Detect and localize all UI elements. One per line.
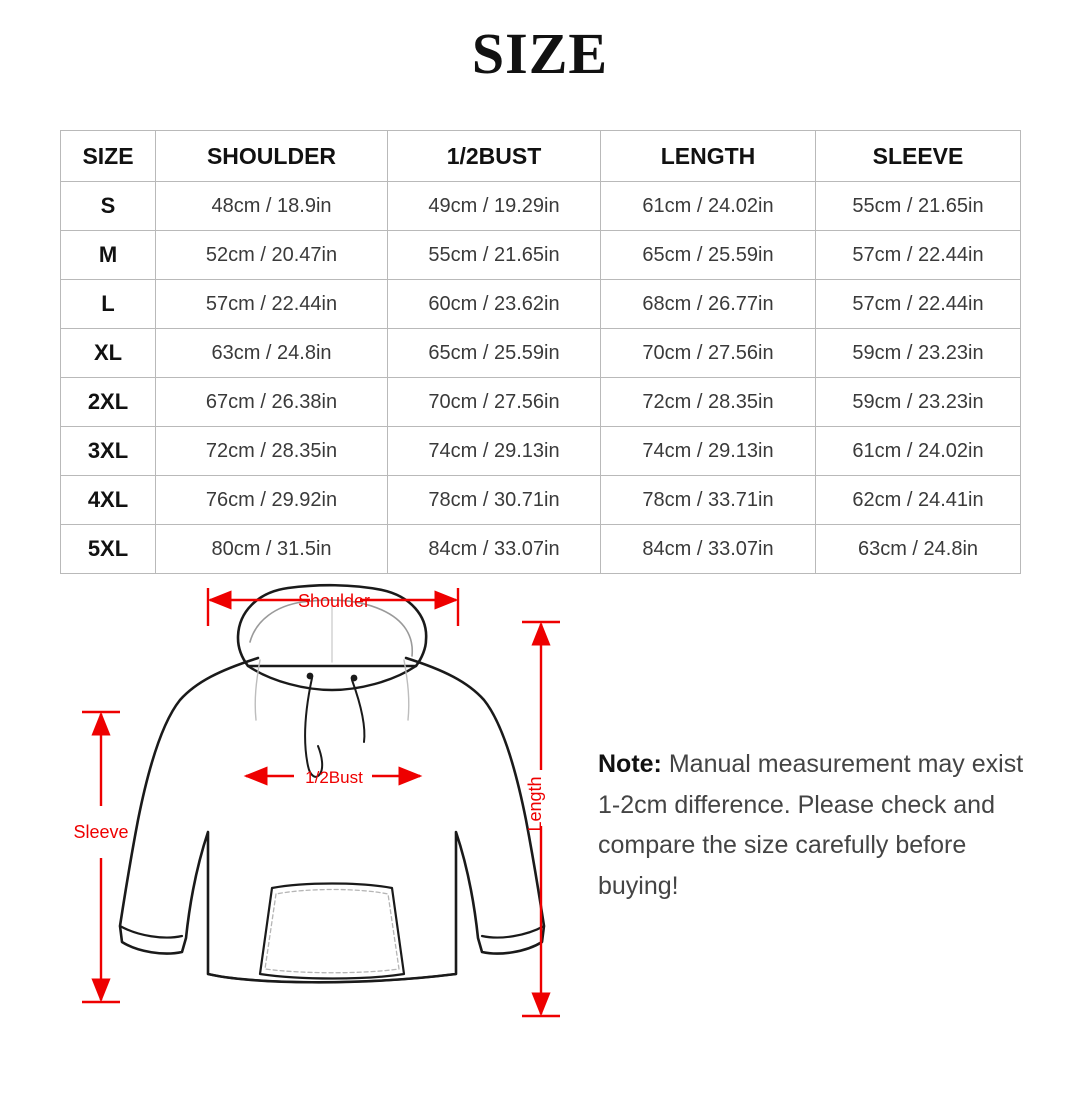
table-body (61, 182, 1021, 574)
cell-bust: 84cm / 33.07in (388, 525, 601, 574)
label-length: Length (525, 776, 545, 832)
cell-bust: 78cm / 30.71in (388, 476, 601, 525)
cell-sleeve: 63cm / 24.8in (816, 525, 1021, 574)
note-label: Note: (598, 750, 662, 778)
column-header-length: LENGTH (601, 131, 816, 182)
cell-bust: 55cm / 21.65in (388, 231, 601, 280)
table-row (61, 427, 1021, 476)
cell-sleeve: 57cm / 22.44in (816, 280, 1021, 329)
cell-length: 65cm / 25.59in (601, 231, 816, 280)
measure-sleeve (82, 712, 120, 1002)
table-row (61, 231, 1021, 280)
size-chart-table-container (60, 130, 1020, 574)
cell-size: 5XL (61, 525, 156, 574)
cell-shoulder: 57cm / 22.44in (156, 280, 388, 329)
table-header-row (61, 131, 1021, 182)
cell-sleeve: 61cm / 24.02in (816, 427, 1021, 476)
cell-length: 61cm / 24.02in (601, 182, 816, 231)
table-header (61, 131, 1021, 182)
table-row (61, 525, 1021, 574)
cell-bust: 65cm / 25.59in (388, 329, 601, 378)
table-row (61, 280, 1021, 329)
cell-length: 74cm / 29.13in (601, 427, 816, 476)
column-header-size: SIZE (61, 131, 156, 182)
cell-length: 84cm / 33.07in (601, 525, 816, 574)
table-row (61, 329, 1021, 378)
cell-shoulder: 63cm / 24.8in (156, 329, 388, 378)
cell-sleeve: 57cm / 22.44in (816, 231, 1021, 280)
cell-shoulder: 52cm / 20.47in (156, 231, 388, 280)
column-header-sleeve: SLEEVE (816, 131, 1021, 182)
measurement-note (598, 744, 1028, 906)
column-header-shoulder: SHOULDER (156, 131, 388, 182)
table-row (61, 378, 1021, 427)
cell-shoulder: 72cm / 28.35in (156, 427, 388, 476)
cell-size: M (61, 231, 156, 280)
table-row (61, 182, 1021, 231)
cell-size: S (61, 182, 156, 231)
cell-size: 2XL (61, 378, 156, 427)
cell-sleeve: 59cm / 23.23in (816, 329, 1021, 378)
label-shoulder: Shoulder (297, 591, 371, 611)
cell-length: 70cm / 27.56in (601, 329, 816, 378)
hoodie-measurement-diagram (60, 570, 600, 1050)
note-text: Manual measurement may exist 1-2cm difference. Please check and compare the size carefully before buying! (598, 750, 1024, 900)
label-sleeve: Sleeve (73, 822, 129, 842)
cell-shoulder: 76cm / 29.92in (156, 476, 388, 525)
cell-size: 3XL (61, 427, 156, 476)
cell-size: L (61, 280, 156, 329)
cell-sleeve: 62cm / 24.41in (816, 476, 1021, 525)
page-title: SIZE (471, 21, 609, 86)
column-header-bust: 1/2BUST (388, 131, 601, 182)
cell-shoulder: 80cm / 31.5in (156, 525, 388, 574)
cell-shoulder: 48cm / 18.9in (156, 182, 388, 231)
cell-size: 4XL (61, 476, 156, 525)
cell-length: 78cm / 33.71in (601, 476, 816, 525)
cell-sleeve: 55cm / 21.65in (816, 182, 1021, 231)
cell-length: 68cm / 26.77in (601, 280, 816, 329)
cell-shoulder: 67cm / 26.38in (156, 378, 388, 427)
table-row (61, 476, 1021, 525)
cell-length: 72cm / 28.35in (601, 378, 816, 427)
cell-bust: 60cm / 23.62in (388, 280, 601, 329)
size-chart-table (60, 130, 1021, 574)
cell-size: XL (61, 329, 156, 378)
cell-bust: 70cm / 27.56in (388, 378, 601, 427)
label-bust: 1/2Bust (305, 768, 363, 787)
cell-bust: 49cm / 19.29in (388, 182, 601, 231)
cell-sleeve: 59cm / 23.23in (816, 378, 1021, 427)
cell-bust: 74cm / 29.13in (388, 427, 601, 476)
